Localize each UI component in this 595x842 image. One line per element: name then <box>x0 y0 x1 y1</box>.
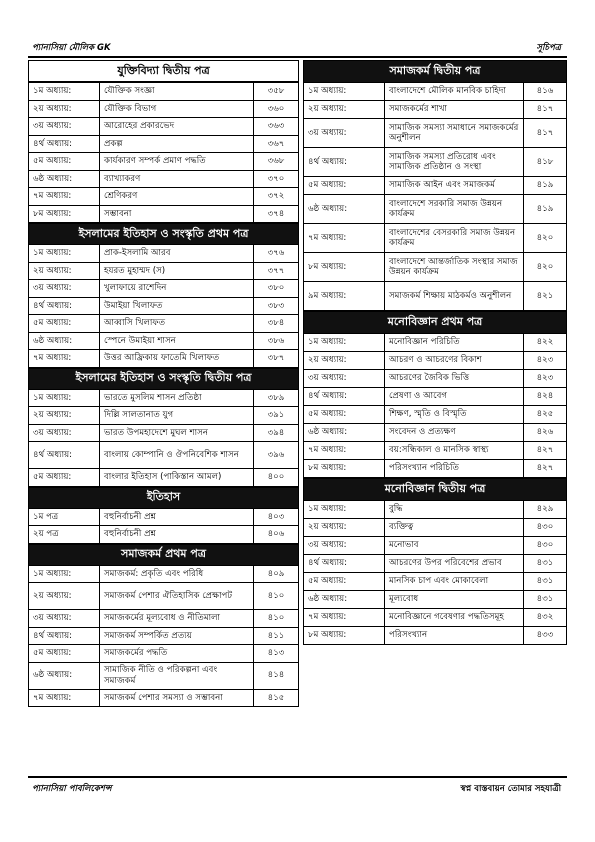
toc-row <box>29 332 299 350</box>
page-number: ৪২৯ <box>524 501 567 519</box>
section-table <box>303 500 567 645</box>
toc-row <box>304 101 567 119</box>
toc-row <box>29 526 299 544</box>
chapter-number: ২য় অধ্যায়: <box>29 262 100 280</box>
publisher-name: প্যানাসিয়া পাবলিকেশন্স <box>32 784 112 794</box>
chapter-number: ৪র্থ অধ্যায়: <box>304 555 385 573</box>
chapter-title: বহুনির্বাচনী প্রশ্ন <box>100 526 254 544</box>
toc-row <box>29 135 299 153</box>
footer-rule <box>28 776 567 778</box>
chapter-title: সামাজিক নীতি ও পরিকল্পনা এবং সমাজকর্ম <box>100 662 254 689</box>
page-number: ৩৮৬ <box>254 332 299 350</box>
toc-row <box>29 442 299 469</box>
chapter-number: ৭ম অধ্যায়: <box>29 188 100 206</box>
chapter-title: আচরণের উপর পরিবেশের প্রভাব <box>385 555 524 573</box>
toc-row <box>304 591 567 609</box>
chapter-title: বাংলার ইতিহাস (পাকিস্তান আমল) <box>100 469 254 487</box>
chapter-number: ৫ম অধ্যায়: <box>29 153 100 171</box>
chapter-number: ৩য় অধ্যায়: <box>304 370 385 388</box>
header-rule <box>28 56 567 58</box>
chapter-title: যৌক্তিক বিভাগ <box>100 100 254 118</box>
toc-row <box>304 442 567 460</box>
section-heading: মনোবিজ্ঞান প্রথম পত্র <box>303 311 567 333</box>
page-number: ৪১৩ <box>254 645 299 663</box>
page-number: ৩৭৭ <box>254 262 299 280</box>
chapter-number: ৫ম অধ্যায়: <box>29 315 100 333</box>
section-table <box>28 508 299 544</box>
section-table <box>28 82 299 223</box>
chapter-title: উত্তর আফ্রিকায় ফাতেমি খিলাফত <box>100 350 254 368</box>
toc-row <box>304 83 567 101</box>
chapter-title: ব্যাখ্যাকরণ <box>100 170 254 188</box>
page-number: ৪৩১ <box>524 573 567 591</box>
chapter-number: ৭ম অধ্যায়: <box>304 609 385 627</box>
page-number: ৪২৭ <box>524 442 567 460</box>
chapter-title: যৌক্তিক সংজ্ঞা <box>100 83 254 101</box>
page-number: ৩৮৪ <box>254 315 299 333</box>
page-number: ৪৩১ <box>524 555 567 573</box>
section-table <box>303 333 567 478</box>
page-number: ৪১১ <box>254 627 299 645</box>
chapter-number: ৩য় অধ্যায়: <box>29 118 100 136</box>
toc-row <box>304 282 567 311</box>
chapter-number: ৮ম অধ্যায়: <box>304 627 385 645</box>
toc-row <box>29 170 299 188</box>
toc-row <box>29 262 299 280</box>
page-number: ৪২৬ <box>524 424 567 442</box>
toc-row <box>29 583 299 610</box>
chapter-number: ৬ষ্ঠ অধ্যায়: <box>304 591 385 609</box>
publisher-slogan: স্বপ্ন বাস্তবায়ন তোমার সহযাত্রী <box>460 784 561 794</box>
chapter-title: ভারতে মুসলিম শাসন প্রতিষ্ঠা <box>100 389 254 407</box>
toc-row <box>29 205 299 223</box>
chapter-number: ২য় অধ্যায়: <box>304 101 385 119</box>
toc-row <box>29 508 299 526</box>
chapter-title: আব্বাসি খিলাফত <box>100 315 254 333</box>
chapter-number: ২য় পত্র <box>29 526 100 544</box>
page-number: ৩৯৪ <box>254 424 299 442</box>
page-number: ৪০০ <box>254 469 299 487</box>
chapter-number: ৪র্থ অধ্যায়: <box>304 388 385 406</box>
page-number: ৪১৬ <box>524 83 567 101</box>
page-number: ৩৮৩ <box>254 297 299 315</box>
chapter-number: ৫ম অধ্যায়: <box>304 573 385 591</box>
toc-row <box>29 297 299 315</box>
toc-row <box>304 195 567 224</box>
chapter-number: ২য় অধ্যায়: <box>29 583 100 610</box>
chapter-number: ৮ম অধ্যায়: <box>304 460 385 478</box>
chapter-number: ৩য় অধ্যায়: <box>29 610 100 628</box>
chapter-number: ৬ষ্ঠ অধ্যায়: <box>29 170 100 188</box>
page-number: ৩৬৮ <box>254 153 299 171</box>
chapter-title: আচরণ ও আচরণের বিকাশ <box>385 352 524 370</box>
chapter-number: ৭ম অধ্যায়: <box>304 442 385 460</box>
chapter-number: ৩য় অধ্যায়: <box>304 119 385 148</box>
chapter-number: ৪র্থ অধ্যায়: <box>29 297 100 315</box>
chapter-title: বাংলাদেশে মৌলিক মানবিক চাহিদা <box>385 83 524 101</box>
chapter-number: ৪র্থ অধ্যায়: <box>29 135 100 153</box>
chapter-title: প্রকল্প <box>100 135 254 153</box>
toc-row <box>304 573 567 591</box>
toc-row <box>29 118 299 136</box>
toc-row <box>304 253 567 282</box>
page-number: ৩৭২ <box>254 188 299 206</box>
chapter-title: সমাজকর্ম সম্পর্কিত প্রত্যয় <box>100 627 254 645</box>
chapter-title: বাংলাদেশে আন্তর্জাতিক সংস্থার সমাজ উন্নয়ন কার্যক্রম <box>385 253 524 282</box>
toc-row <box>304 177 567 195</box>
chapter-title: বাংলায় কোম্পানি ও ঔপনিবেশিক শাসন <box>100 442 254 469</box>
chapter-number: ২য় অধ্যায়: <box>29 100 100 118</box>
chapter-title: সমাজকর্মের শাখা <box>385 101 524 119</box>
chapter-number: ১ম পত্র <box>29 508 100 526</box>
page-number: ৪১৫ <box>254 689 299 707</box>
page-number: ৪০৯ <box>254 565 299 583</box>
page-number: ৪০৬ <box>254 526 299 544</box>
page-number: ৪২০ <box>524 253 567 282</box>
chapter-number: ৩য় অধ্যায়: <box>29 424 100 442</box>
chapter-number: ৫ম অধ্যায়: <box>304 406 385 424</box>
section-heading: সমাজকর্ম দ্বিতীয় পত্র <box>303 60 567 82</box>
chapter-title: মনোবিজ্ঞান পরিচিতি <box>385 334 524 352</box>
chapter-title: কার্যকারণ সম্পর্ক প্রমাণ পদ্ধতি <box>100 153 254 171</box>
section-heading: ইসলামের ইতিহাস ও সংস্কৃতি প্রথম পত্র <box>28 223 299 244</box>
chapter-number: ২য় অধ্যায়: <box>29 407 100 425</box>
chapter-number: ৭ম অধ্যায়: <box>29 689 100 707</box>
chapter-title: সমাজকর্ম পেশার ঐতিহাসিক প্রেক্ষাপট <box>100 583 254 610</box>
right-column <box>303 60 567 645</box>
chapter-number: ৬ষ্ঠ অধ্যায়: <box>304 424 385 442</box>
chapter-title: উমাইয়া খিলাফত <box>100 297 254 315</box>
chapter-title: দিল্লি সালতানাত যুগ <box>100 407 254 425</box>
chapter-number: ৭ম অধ্যায়: <box>304 224 385 253</box>
page-section-label: সূচিপত্র <box>536 43 561 53</box>
chapter-title: পরিসংখ্যান <box>385 627 524 645</box>
chapter-title: আরোহের প্রকারভেদ <box>100 118 254 136</box>
page-number: ৪২৩ <box>524 370 567 388</box>
toc-row <box>29 245 299 263</box>
chapter-number: ৪র্থ অধ্যায়: <box>304 148 385 177</box>
chapter-title: সম্ভাবনা <box>100 205 254 223</box>
toc-row <box>29 100 299 118</box>
chapter-title: মনোভাব <box>385 537 524 555</box>
section-table <box>28 244 299 368</box>
page-number: ৪১০ <box>254 610 299 628</box>
page-number: ৩৭৬ <box>254 245 299 263</box>
toc-row <box>304 119 567 148</box>
section-table <box>28 565 299 708</box>
toc-row <box>304 460 567 478</box>
toc-row <box>304 148 567 177</box>
toc-row <box>304 424 567 442</box>
section-heading: ইতিহাস <box>28 487 299 508</box>
section-heading: ইসলামের ইতিহাস ও সংস্কৃতি দ্বিতীয় পত্র <box>28 368 299 389</box>
chapter-title: সামাজিক আইন এবং সমাজকর্ম <box>385 177 524 195</box>
book-title: প্যানাসিয়া মৌলিক GK <box>32 43 111 53</box>
page-number: ৪২৪ <box>524 388 567 406</box>
section-heading: সমাজকর্ম প্রথম পত্র <box>28 544 299 565</box>
toc-row <box>304 370 567 388</box>
toc-row <box>29 389 299 407</box>
toc-row <box>304 555 567 573</box>
page-number: ৪৩১ <box>524 591 567 609</box>
page-number: ৪১৯ <box>524 195 567 224</box>
toc-row <box>29 188 299 206</box>
page-number: ৪০৩ <box>254 508 299 526</box>
chapter-title: শিক্ষণ, স্মৃতি ও বিস্মৃতি <box>385 406 524 424</box>
toc-row <box>29 315 299 333</box>
chapter-title: ভারত উপমহাদেশে মুঘল শাসন <box>100 424 254 442</box>
toc-row <box>304 224 567 253</box>
chapter-number: ৪র্থ অধ্যায়: <box>29 627 100 645</box>
page-number: ৪২০ <box>524 224 567 253</box>
chapter-number: ১ম অধ্যায়: <box>29 83 100 101</box>
chapter-number: ৪র্থ অধ্যায়: <box>29 442 100 469</box>
chapter-title: পরিসংখ্যান পরিচিতি <box>385 460 524 478</box>
page-number: ৩৮৭ <box>254 350 299 368</box>
chapter-number: ৮ম অধ্যায়: <box>29 205 100 223</box>
chapter-number: ১ম অধ্যায়: <box>304 501 385 519</box>
chapter-title: আচরণের জৈবিক ভিত্তি <box>385 370 524 388</box>
chapter-number: ৫ম অধ্যায়: <box>304 177 385 195</box>
page-number: ৩৮০ <box>254 280 299 298</box>
page-number: ৩৫৮ <box>254 83 299 101</box>
chapter-number: ৫ম অধ্যায়: <box>29 469 100 487</box>
page-number: ৪১৯ <box>524 177 567 195</box>
chapter-number: ১ম অধ্যায়: <box>304 334 385 352</box>
toc-row <box>29 280 299 298</box>
chapter-title: ব্যক্তিত্ব <box>385 519 524 537</box>
page-number: ৩৬৭ <box>254 135 299 153</box>
chapter-number: ৩য় অধ্যায়: <box>304 537 385 555</box>
chapter-title: বয়:সন্ধিকাল ও মানসিক স্বাস্থ্য <box>385 442 524 460</box>
toc-row <box>304 609 567 627</box>
toc-row <box>304 537 567 555</box>
page-number: ৪২৭ <box>524 460 567 478</box>
page-number: ৪৩৩ <box>524 627 567 645</box>
toc-row <box>304 627 567 645</box>
page-number: ৪৩০ <box>524 519 567 537</box>
toc-row <box>29 83 299 101</box>
page-number: ৪৩০ <box>524 537 567 555</box>
section-heading: মনোবিজ্ঞান দ্বিতীয় পত্র <box>303 478 567 500</box>
toc-row <box>29 469 299 487</box>
toc-row <box>304 334 567 352</box>
chapter-number: ২য় অধ্যায়: <box>304 519 385 537</box>
page-number: ৪২৫ <box>524 406 567 424</box>
page-number: ৪১৪ <box>254 662 299 689</box>
chapter-title: খুলাফায়ে রাশেদিন <box>100 280 254 298</box>
toc-row <box>304 519 567 537</box>
chapter-number: ১ম অধ্যায়: <box>29 565 100 583</box>
chapter-title: বহুনির্বাচনী প্রশ্ন <box>100 508 254 526</box>
chapter-number: ১ম অধ্যায়: <box>29 245 100 263</box>
chapter-title: সমাজকর্ম শিক্ষায় মাঠকর্মও অনুশীলন <box>385 282 524 311</box>
chapter-title: মানসিক চাপ এবং মোকাবেলা <box>385 573 524 591</box>
page-number: ৪১৮ <box>524 148 567 177</box>
page-number: ৩৯৬ <box>254 442 299 469</box>
chapter-number: ৩য় অধ্যায়: <box>29 280 100 298</box>
chapter-title: সামাজিক সমস্যা সমাধানে সমাজকর্মের অনুশীলন <box>385 119 524 148</box>
chapter-number: ৭ম অধ্যায়: <box>29 350 100 368</box>
chapter-title: বাংলাদেশে সরকারি সমাজ উন্নয়ন কার্যক্রম <box>385 195 524 224</box>
section-table <box>303 82 567 311</box>
page-number: ৪১০ <box>254 583 299 610</box>
chapter-number: ৫ম অধ্যায়: <box>29 645 100 663</box>
toc-row <box>29 153 299 171</box>
chapter-title: স্পেনে উমাইয়া শাসন <box>100 332 254 350</box>
page-number: ৪১৭ <box>524 119 567 148</box>
page-number: ৪১৭ <box>524 101 567 119</box>
toc-row <box>29 407 299 425</box>
toc-row <box>304 501 567 519</box>
toc-row <box>29 424 299 442</box>
chapter-number: ৬ষ্ঠ অধ্যায়: <box>29 332 100 350</box>
chapter-title: সমাজকর্ম: প্রকৃতি এবং পরিধি <box>100 565 254 583</box>
chapter-number: ৮ম অধ্যায়: <box>304 253 385 282</box>
chapter-number: ৬ষ্ঠ অধ্যায়: <box>304 195 385 224</box>
chapter-title: সমাজকর্ম পেশার সমস্যা ও সম্ভাবনা <box>100 689 254 707</box>
left-column <box>28 60 299 707</box>
chapter-title: সমাজকর্মের পদ্ধতি <box>100 645 254 663</box>
toc-row <box>304 406 567 424</box>
toc-row <box>29 627 299 645</box>
page-number: ৩৯১ <box>254 407 299 425</box>
chapter-number: ২য় অধ্যায়: <box>304 352 385 370</box>
chapter-title: বাংলাদেশের বেসরকারি সমাজ উন্নয়ন কার্যক্রম <box>385 224 524 253</box>
chapter-title: সামাজিক সমস্যা প্রতিরোধ এবং সামাজিক প্রতিষ্ঠান ও সংস্থা <box>385 148 524 177</box>
chapter-title: প্রাক-ইসলামি আরব <box>100 245 254 263</box>
toc-row <box>29 565 299 583</box>
chapter-number: ১ম অধ্যায়: <box>29 389 100 407</box>
chapter-title: সংবেদন ও প্রত্যক্ষণ <box>385 424 524 442</box>
chapter-number: ১ম অধ্যায়: <box>304 83 385 101</box>
toc-row <box>304 352 567 370</box>
chapter-title: সমাজকর্মের মূল্যবোধ ও নীতিমালা <box>100 610 254 628</box>
toc-row <box>29 350 299 368</box>
chapter-title: প্রেষণা ও আবেগ <box>385 388 524 406</box>
section-table <box>28 389 299 487</box>
chapter-title: হযরত মুহাম্মদ (স) <box>100 262 254 280</box>
page-number: ৪২২ <box>524 334 567 352</box>
page-number: ৩৮৯ <box>254 389 299 407</box>
chapter-number: ৯ম অধ্যায়: <box>304 282 385 311</box>
page-number: ৪২৩ <box>524 352 567 370</box>
page-number: ৩৭০ <box>254 170 299 188</box>
page-number: ৪২১ <box>524 282 567 311</box>
page-number: ৩৭৪ <box>254 205 299 223</box>
chapter-title: মনোবিজ্ঞানে গবেষণার পদ্ধতিসমূহ <box>385 609 524 627</box>
toc-row <box>29 645 299 663</box>
toc-row <box>304 388 567 406</box>
chapter-title: শ্রেণিকরণ <box>100 188 254 206</box>
page-number: ৩৬৩ <box>254 118 299 136</box>
page-number: ৩৬০ <box>254 100 299 118</box>
toc-row <box>29 610 299 628</box>
toc-row <box>29 689 299 707</box>
chapter-title: বুদ্ধি <box>385 501 524 519</box>
toc-row <box>29 662 299 689</box>
page-number: ৪৩২ <box>524 609 567 627</box>
chapter-title: মূল্যবোধ <box>385 591 524 609</box>
section-heading: যুক্তিবিদ্যা দ্বিতীয় পত্র <box>28 60 299 82</box>
chapter-number: ৬ষ্ঠ অধ্যায়: <box>29 662 100 689</box>
